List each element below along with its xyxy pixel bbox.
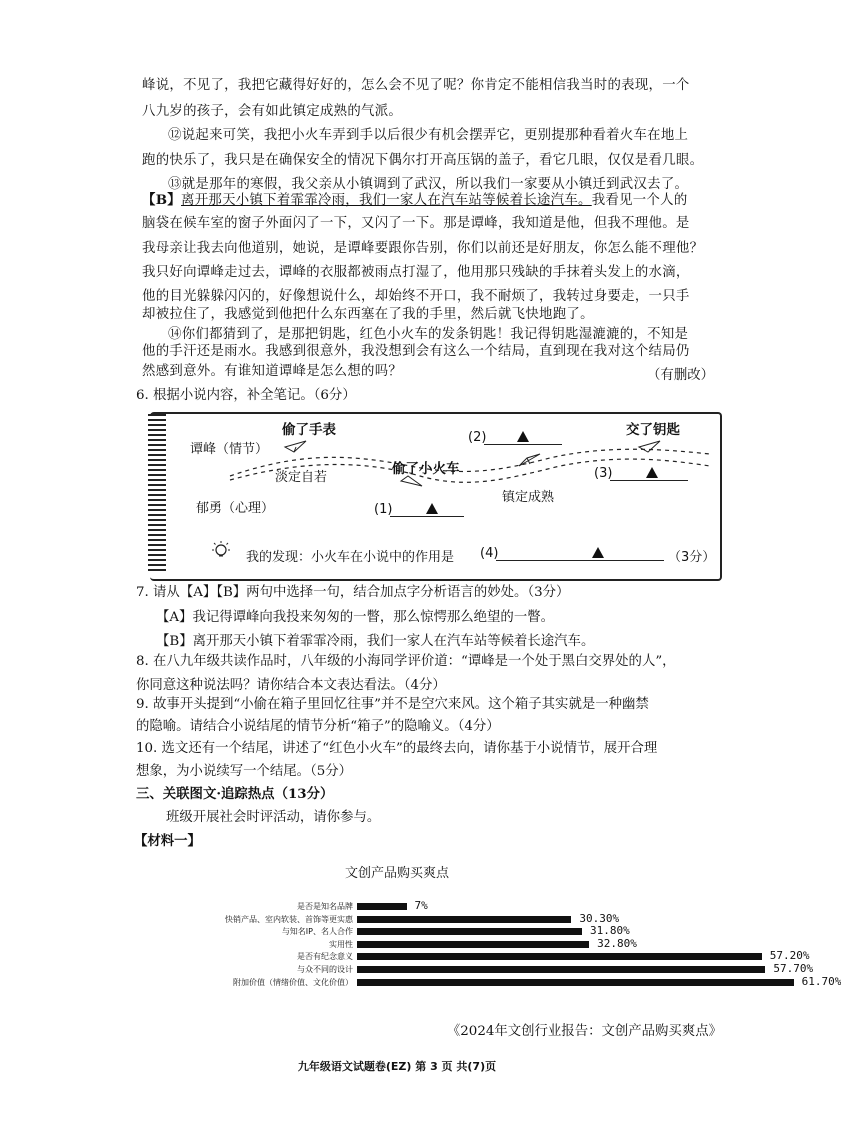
- discovery-text: 我的发现：小火车在小说中的作用是: [246, 550, 455, 565]
- chart-bar: [357, 916, 571, 923]
- chart-bar: [357, 966, 765, 973]
- underlined-sentence: 离开那天小镇下着霏霏冷雨，我们一家人在汽车站等候着长途汽车。: [181, 193, 592, 208]
- triangle-icon: [646, 467, 658, 478]
- revision-note: （有删改）: [647, 368, 714, 383]
- blank-3-label: (3): [594, 466, 613, 481]
- row-label-yuyong: 郁勇（心理）: [196, 501, 275, 516]
- question-8-cont: 你同意这种说法吗？请你结合本文表达看法。（4分）: [136, 678, 446, 693]
- blank-4[interactable]: [496, 546, 664, 561]
- mood-mature: 镇定成熟: [502, 490, 555, 505]
- passage-line: 然感到意外。有谁知道谭峰是怎么想的吗？: [142, 364, 403, 379]
- passage-line: ⑭你们都猜到了，是那把钥匙，红色小火车的发条钥匙！我记得钥匙湿漉漉的，不知是: [168, 327, 689, 342]
- chart-category-label: 实用性: [329, 939, 353, 949]
- passage-line: 峰说，不见了，我把它藏得好好的，怎么会不见了呢？你肯定不能相信我当时的表现，一个: [142, 78, 690, 93]
- question-7: 7. 请从【A】【B】两句中选择一句，结合加点字分析语言的妙处。（3分）: [136, 585, 570, 600]
- paper-plane-icon: [284, 440, 308, 454]
- marker-b: 【B】: [142, 192, 181, 208]
- paper-plane-icon: [518, 452, 542, 468]
- passage-line: ⑫说起来可笑，我把小火车弄到手以后很少有机会摆弄它，更别提那种看着火车在地上: [168, 128, 689, 143]
- section-intro: 班级开展社会时评活动，请你参与。: [166, 810, 381, 825]
- event-train: 偷了小火车: [392, 461, 460, 477]
- blank-1[interactable]: [390, 502, 464, 517]
- lightbulb-icon: [210, 540, 232, 562]
- question-9-cont: 的隐喻。请结合小说结尾的情节分析“箱子”的隐喻义。（4分）: [136, 719, 500, 734]
- discovery-score: （3分）: [668, 550, 716, 565]
- chart-data-label: 57.70%: [773, 962, 814, 975]
- option-a: 【A】我记得谭峰向我投来匆匆的一瞥，那么惊愕那么绝望的一瞥。: [156, 610, 554, 625]
- chart-data-label: 31.80%: [590, 924, 630, 938]
- passage-line: 却被拉住了，我感觉到他把什么东西塞在了我的手里，然后就飞快地跑了。: [142, 307, 594, 322]
- passage-line: 脑袋在候车室的窗子外面闪了一下，又闪了一下。那是谭峰，我知道是他，但我不理他。是: [142, 216, 690, 231]
- passage-line: [142, 188, 722, 214]
- paper-plane-icon: [400, 474, 424, 488]
- paper-plane-icon: [638, 440, 662, 454]
- question-10: 10. 选文还有一个结尾，讲述了“红色小火车”的最终去向，请你基于小说情节，展开合理: [136, 741, 658, 756]
- passage-line: 跑的快乐了，我只是在确保安全的情况下偶尔打开高压锅的盖子，看它几眼，仅仅是看几眼。: [142, 153, 704, 168]
- chart-bar: [357, 953, 762, 960]
- row-label-tanfeng: 谭峰（情节）: [190, 442, 269, 457]
- source-citation: 《2024年文创行业报告：文创产品购买爽点》: [446, 1024, 722, 1039]
- chart-bar: [357, 941, 589, 948]
- chart-data-label: 61.70%: [801, 974, 841, 988]
- blank-2[interactable]: [484, 430, 562, 445]
- event-key: 交了钥匙: [626, 422, 680, 438]
- passage-line: 八九岁的孩子，会有如此镇定成熟的气派。: [142, 104, 403, 119]
- chart-category-label: 是否是知名品牌: [297, 902, 353, 911]
- event-watch: 偷了手表: [282, 422, 336, 438]
- passage-line: ⑬就是那年的寒假，我父亲从小镇调到了武汉，所以我们一家要从小镇迁到武汉去了。: [168, 177, 689, 192]
- blank-3[interactable]: [610, 466, 688, 481]
- triangle-icon: [426, 503, 438, 514]
- chart-category-label: 快销产品、室内软装、首饰等更实惠: [225, 914, 353, 924]
- question-10-cont: 想象，为小说续写一个结尾。（5分）: [136, 764, 353, 779]
- chart-data-label: 30.30%: [579, 911, 620, 925]
- triangle-icon: [592, 547, 604, 558]
- blank-4-label: (4): [480, 546, 499, 561]
- chart-category-label: 附加价值（情绪价值、文化价值）: [233, 977, 353, 987]
- passage-text: 我看见一个人的: [591, 193, 688, 208]
- chart-category-label: 是否有纪念意义: [297, 952, 353, 962]
- section-heading: 三、关联图文·追踪热点（13分）: [136, 786, 334, 802]
- chart-bar: [357, 903, 407, 910]
- blank-2-label: (2): [468, 430, 487, 445]
- chart-title: 文创产品购买爽点: [344, 866, 449, 881]
- chart-data-label: 57.20%: [769, 949, 810, 963]
- question-9: 9. 故事开头提到“小偷在箱子里回忆往事”并不是空穴来风。这个箱子其实就是一种幽禁: [136, 697, 649, 712]
- passage-line: 我母亲让我去向他道别，她说，是谭峰要跟你告别，你们以前还是好朋友，你怎么能不理他？: [142, 241, 704, 256]
- chart-category-label: 与知名IP、名人合作: [281, 927, 353, 937]
- mood-calm: 淡定自若: [275, 470, 328, 485]
- question-6: 6. 根据小说内容，补全笔记。（6分）: [136, 388, 356, 403]
- blank-1-label: (1): [374, 502, 393, 517]
- chart-bar: [357, 979, 794, 986]
- chart-bar: [357, 928, 582, 935]
- page-footer: 九年级语文试题卷(EZ) 第 3 页 共(7)页: [297, 1060, 497, 1073]
- passage-line: 他的手汗还是雨水。我感到很意外，我没想到会有这么一个结局，直到现在我对这个结局仍: [142, 344, 690, 359]
- chart-data-label: 7%: [414, 899, 428, 912]
- option-b: 【B】离开那天小镇下着霏霏冷雨，我们一家人在汽车站等候着长途汽车。: [156, 634, 595, 649]
- triangle-icon: [517, 431, 529, 442]
- chart-data-label: 32.80%: [597, 936, 637, 950]
- passage-line: 他的目光躲躲闪闪的，好像想说什么，却始终不开口，我不耐烦了，我转过身要走，一只手: [142, 289, 690, 304]
- chart-category-label: 与众不同的设计: [297, 965, 353, 974]
- material-label: 【材料一】: [134, 833, 201, 849]
- question-8: 8. 在八九年级共读作品时，八年级的小海同学评价道：“谭峰是一个处于黑白交界处的人”，: [136, 654, 676, 669]
- passage-line: 我只好向谭峰走过去，谭峰的衣服都被雨点打湿了，他用那只残缺的手抹着头发上的水滴，: [142, 265, 690, 280]
